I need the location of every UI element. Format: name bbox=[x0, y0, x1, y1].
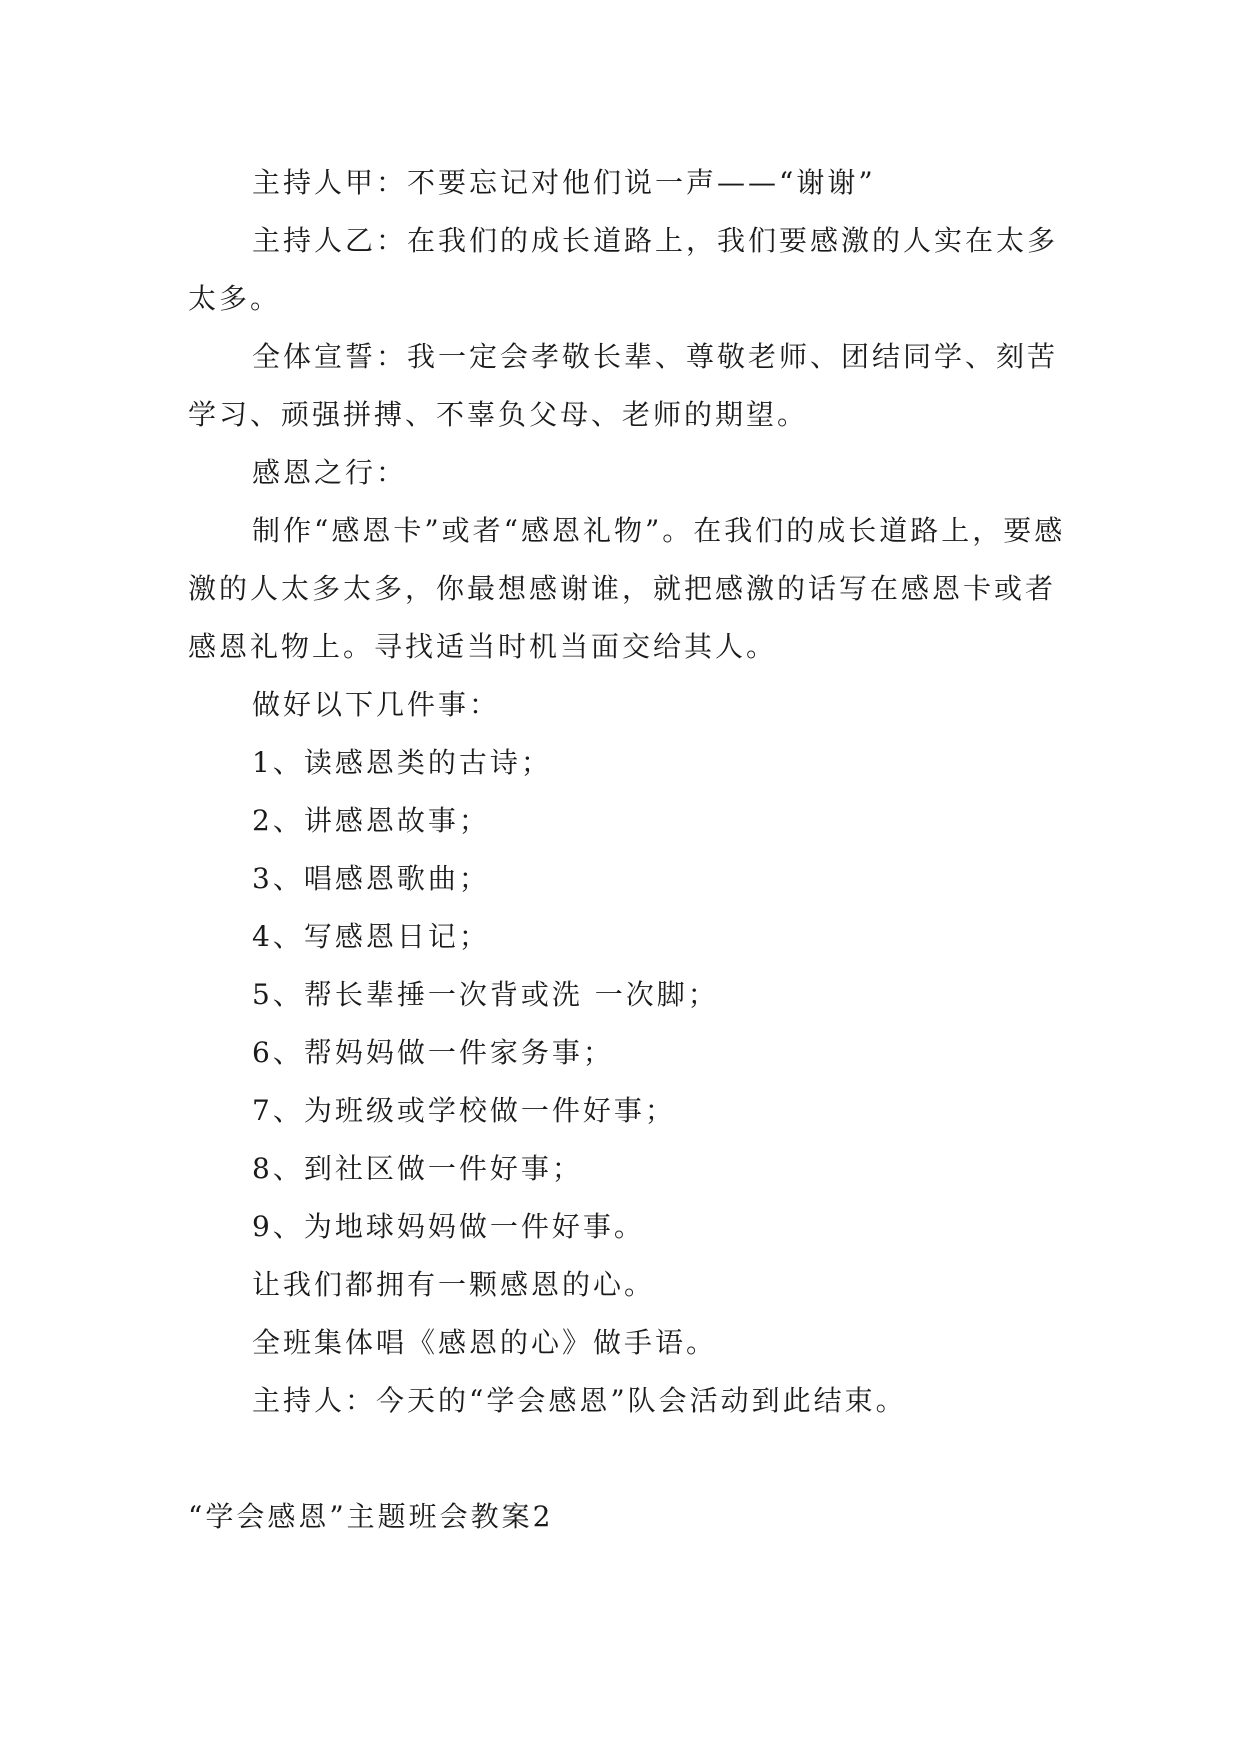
list-item: 1、读感恩类的古诗； bbox=[252, 746, 552, 779]
list-item: 8、到社区做一件好事； bbox=[252, 1152, 583, 1185]
list-item: 2、讲感恩故事； bbox=[252, 804, 490, 837]
paragraph-host-a: 主持人甲：不要忘记对他们说一声——“谢谢” bbox=[252, 166, 876, 199]
list-item: 5、帮长辈捶一次背或洗 一次脚； bbox=[252, 978, 719, 1011]
paragraph-oath: 全体宣誓：我一定会孝敬长辈、尊敬老师、团结同学、刻苦学习、顽强拼搏、不辜负父母、老师的期望。 bbox=[188, 340, 1059, 431]
list-item: 6、帮妈妈做一件家务事； bbox=[252, 1036, 614, 1069]
paragraph-closing-end: 主持人：今天的“学会感恩”队会活动到此结束。 bbox=[252, 1384, 907, 1417]
paragraph-action-text: 制作“感恩卡”或者“感恩礼物”。在我们的成长道路上，要感激的人太多太多，你最想感谢谁，就把感激的话写在感恩卡或者感恩礼物上。寻找适当时机当面交给其人。 bbox=[188, 514, 1066, 663]
list-item: 4、写感恩日记； bbox=[252, 920, 490, 953]
paragraph-action-title: 感恩之行： bbox=[252, 456, 408, 489]
paragraph-todo-title: 做好以下几件事： bbox=[252, 688, 501, 721]
list-item: 7、为班级或学校做一件好事； bbox=[252, 1094, 676, 1127]
section-title-next: “学会感恩”主题班会教案2 bbox=[188, 1500, 554, 1533]
paragraph-closing-heart: 让我们都拥有一颗感恩的心。 bbox=[252, 1268, 656, 1301]
paragraph-closing-song: 全班集体唱《感恩的心》做手语。 bbox=[252, 1326, 718, 1359]
list-item: 9、为地球妈妈做一件好事。 bbox=[252, 1210, 645, 1243]
list-item: 3、唱感恩歌曲； bbox=[252, 862, 490, 895]
paragraph-host-b: 主持人乙：在我们的成长道路上，我们要感激的人实在太多太多。 bbox=[188, 224, 1059, 315]
